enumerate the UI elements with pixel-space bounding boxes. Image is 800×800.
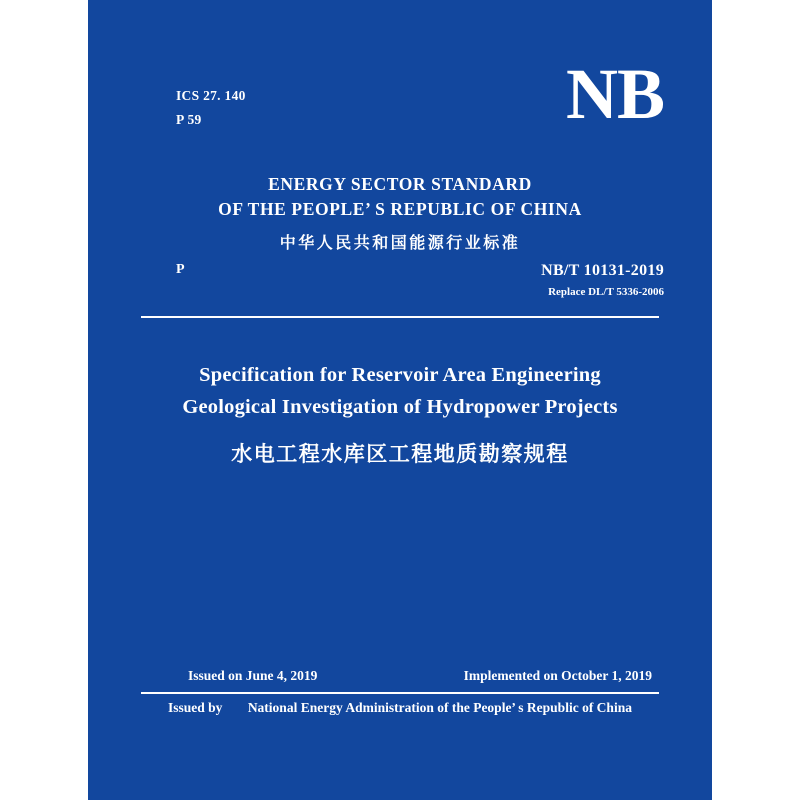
replaced-standard: Replace DL/T 5336-2006 <box>548 286 664 298</box>
title-block <box>88 360 712 468</box>
implemented-date: Implemented on October 1, 2019 <box>463 668 652 683</box>
p-mark: P <box>176 262 185 277</box>
ics-classification-block <box>176 84 246 131</box>
divider-bottom <box>141 692 659 694</box>
org-line-chinese: 中华人民共和国能源行业标准 <box>279 232 521 252</box>
ics-number: ICS 27. 140 <box>176 88 246 103</box>
issued-by-organization: National Energy Administration of the People’ s Republic of China <box>247 700 632 715</box>
classification-code: P 59 <box>176 111 202 127</box>
standard-code-row <box>176 262 664 308</box>
org-line-1: ENERGY SECTOR STANDARD <box>268 174 532 194</box>
title-english-line-2: Geological Investigation of Hydropower Projects <box>182 395 618 418</box>
divider-top <box>141 316 659 318</box>
title-chinese: 水电工程水库区工程地质勘察规程 <box>231 441 569 466</box>
title-english-line-1: Specification for Reservoir Area Engineering <box>199 364 601 386</box>
issued-by-label: Issued by <box>168 700 223 715</box>
standard-number: NB/T 10131-2019 <box>541 262 664 279</box>
org-line-2: OF THE PEOPLE’ S REPUBLIC OF CHINA <box>218 199 582 220</box>
issuer-row <box>88 700 712 716</box>
nb-logo: NB <box>565 54 664 134</box>
standard-cover-page <box>88 0 712 800</box>
issuing-organization-block <box>88 172 712 253</box>
issued-date: Issued on June 4, 2019 <box>188 668 318 683</box>
